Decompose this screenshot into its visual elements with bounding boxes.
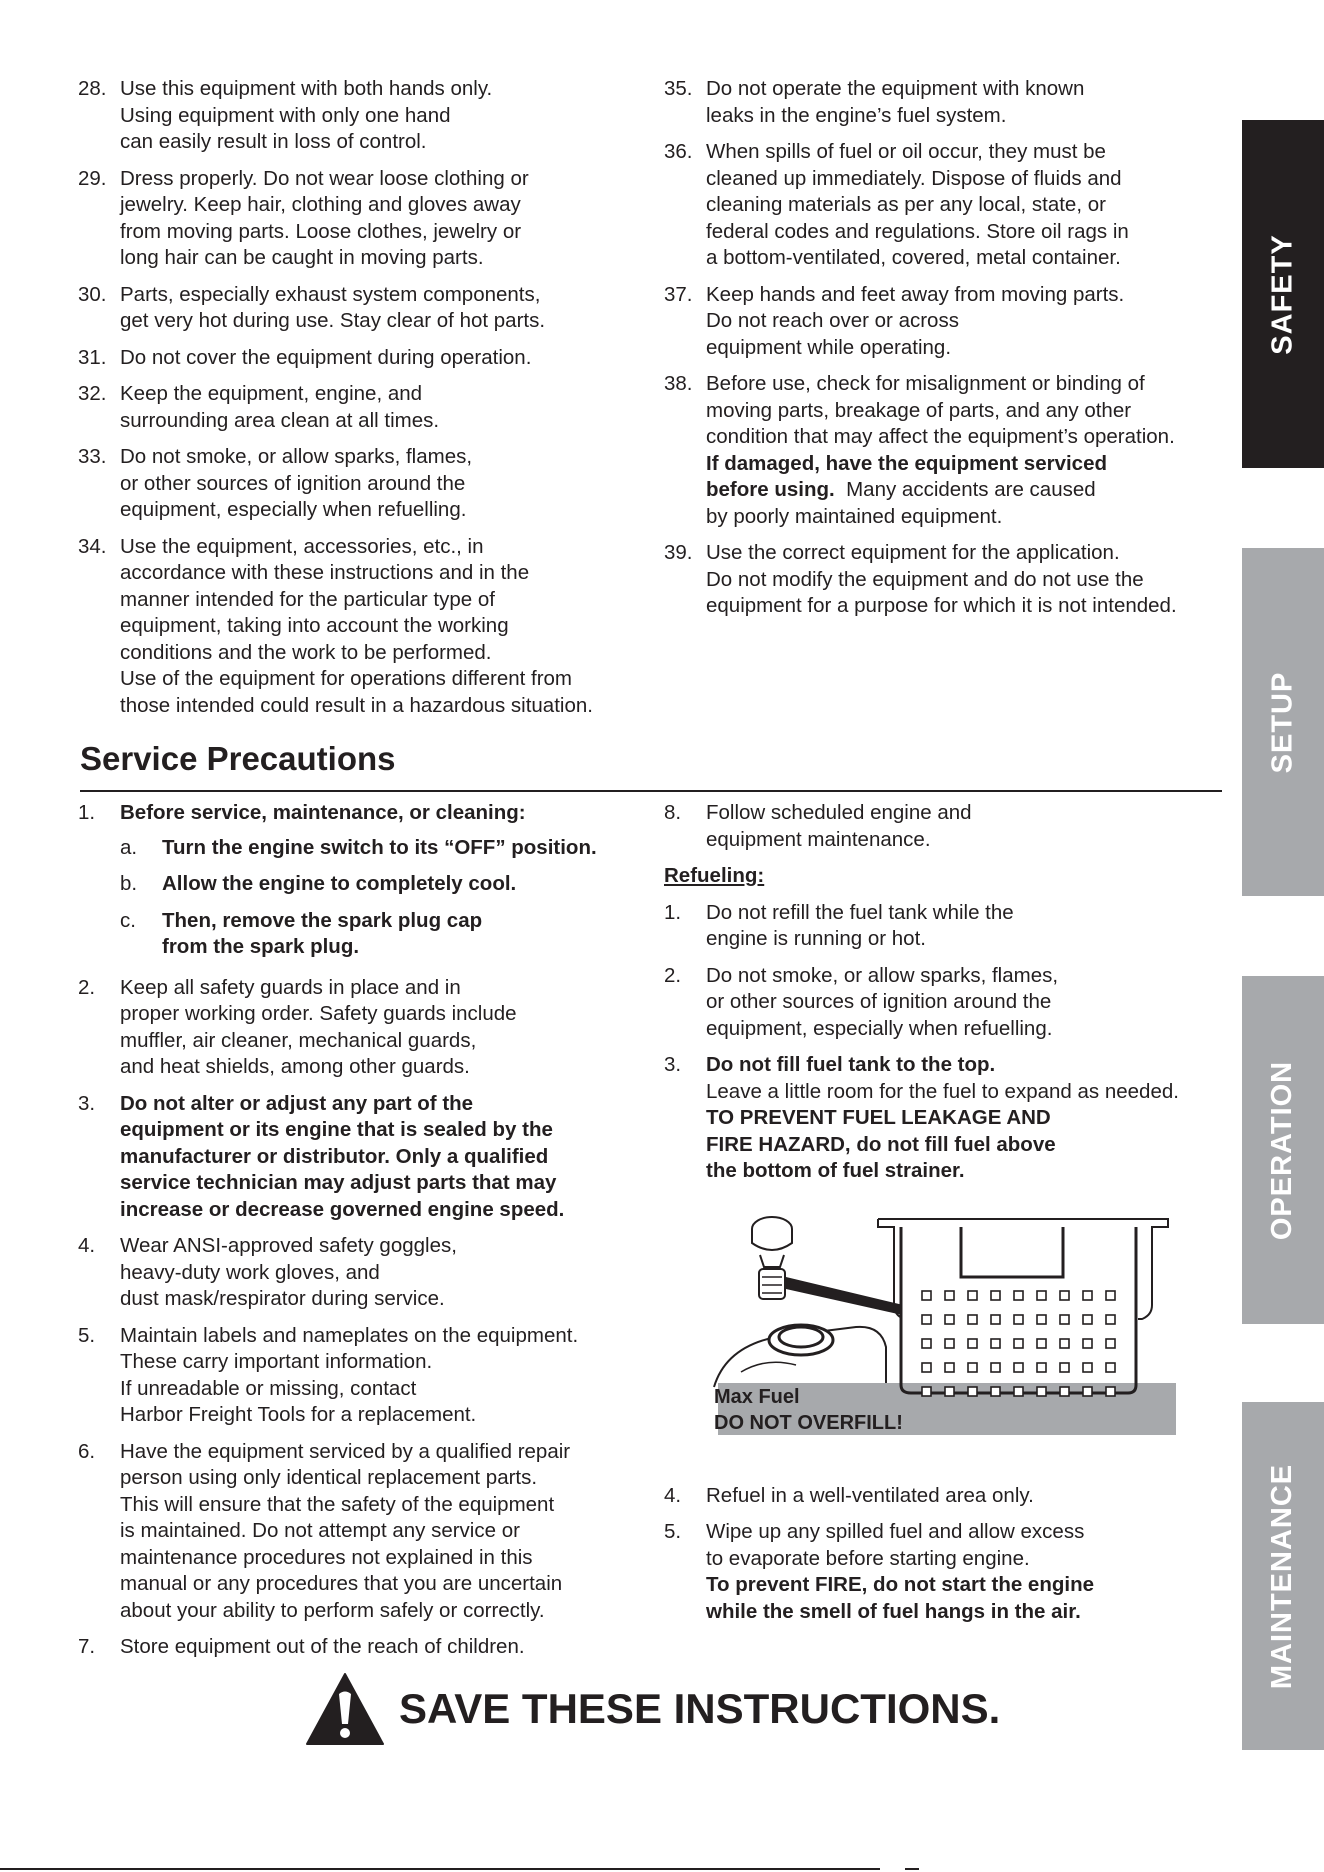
tab-safety-label: SAFETY [1266, 233, 1299, 355]
list-item [78, 76, 648, 156]
list-item [664, 282, 1239, 362]
item-text: Store equipment out of the reach of children. [120, 1635, 525, 1658]
list-item [664, 371, 1239, 530]
item-text: Do not refill the fuel tank while the engine is running or hot. [706, 900, 1014, 950]
service-list-right [664, 800, 1239, 1635]
item-number: 32. [78, 382, 107, 405]
list-item [78, 1439, 648, 1625]
mesh-hole [1014, 1363, 1023, 1372]
item-text: Have the equipment serviced by a qualified repair person using only identical replacement parts. This will ensure that the safety of the equipment is maintained. Do not attempt any service or maintenance procedures not explained in this manual or any procedures that you are uncertain about your ability to perform safely or correctly. [120, 1439, 571, 1622]
bottom-rule [0, 1868, 880, 1870]
item-number: 3. [78, 1091, 96, 1115]
overfill-warning-label: DO NOT OVERFILL! [714, 1411, 903, 1434]
item-text: Do not cover the equipment during operation. [120, 345, 532, 369]
mesh-hole [968, 1291, 977, 1300]
mesh-hole [1060, 1315, 1069, 1324]
item-text: Do not operate the equipment with known leaks in the engine’s fuel system. [706, 77, 1085, 127]
item-text: Do not alter or adjust any part of the equipment or its engine that is sealed by the manufacturer or distributor. Only a qualified service technician may adjust parts that may increase or decrease governed engine speed. [120, 1091, 565, 1221]
mesh-hole [922, 1339, 931, 1348]
mesh-hole [922, 1387, 931, 1396]
item-number: 2. [664, 963, 682, 987]
mesh-hole [922, 1315, 931, 1324]
item-number: 7. [78, 1635, 96, 1658]
item-text: Do not smoke, or allow sparks, flames, or other sources of ignition around the equipment, especially when refuelling. [706, 963, 1059, 1040]
mesh-hole [1014, 1315, 1023, 1324]
item-number: 4. [78, 1234, 96, 1257]
item-text: Refuel in a well-ventilated area only. [706, 1483, 1034, 1507]
list-item [664, 76, 1239, 129]
item-text: Parts, especially exhaust system components, get very hot during use. Stay clear of hot parts. [120, 282, 546, 332]
mesh-hole [968, 1363, 977, 1372]
item-number: 6. [78, 1439, 96, 1463]
service-list-left [78, 800, 648, 1671]
item-text: Use the correct equipment for the application. Do not modify the equipment and do not use the equipment for a purpose for which it is not intended. [706, 541, 1177, 617]
mesh-hole [1060, 1363, 1069, 1372]
sub-item: a. Turn the engine switch to its “OFF” position. [120, 835, 597, 859]
mesh-hole [991, 1387, 1000, 1396]
tab-operation-label: OPERATION [1266, 1060, 1299, 1240]
save-instructions-banner [305, 1670, 1000, 1748]
mesh-hole [1060, 1291, 1069, 1300]
list-item [664, 540, 1239, 620]
item-number: 36. [664, 140, 693, 163]
item-number: 1. [664, 900, 682, 924]
mesh-hole [1060, 1387, 1069, 1396]
item-number: 34. [78, 534, 107, 558]
item-number: 5. [78, 1323, 96, 1347]
safety-list-right [664, 76, 1239, 630]
save-instructions-text: SAVE THESE INSTRUCTIONS. [399, 1685, 1001, 1732]
mesh-hole [1037, 1339, 1046, 1348]
mesh-hole [991, 1339, 1000, 1348]
item-text: Dress properly. Do not wear loose clothing or jewelry. Keep hair, clothing and gloves away from moving parts. Loose clothes, jewelry or long hair can be caught in moving parts. [120, 166, 529, 269]
item-number: 29. [78, 166, 107, 190]
item-text: Follow scheduled engine and equipment maintenance. [706, 801, 972, 851]
mesh-hole [991, 1363, 1000, 1372]
list-item [78, 381, 648, 434]
mesh-hole [1106, 1363, 1115, 1372]
item-number: 39. [664, 541, 693, 564]
mesh-hole [922, 1291, 931, 1300]
list-item [78, 444, 648, 524]
list-item [78, 345, 648, 372]
mesh-hole [1106, 1339, 1115, 1348]
item-number: 33. [78, 445, 107, 468]
sub-item: b. Allow the engine to completely cool. [120, 872, 517, 895]
item-text: Before use, check for misalignment or binding of moving parts, breakage of parts, and any other condition that may affect the equipment’s operation. If damaged, have the equipment serviced before using. Many accidents are caused by poorly maintained equipment. [706, 372, 1175, 528]
mesh-hole [945, 1339, 954, 1348]
mesh-hole [945, 1291, 954, 1300]
list-item [664, 1519, 1239, 1625]
fuel-strainer-figure [706, 1197, 1176, 1465]
sub-item: c. Then, remove the spark plug cap from the spark plug. [120, 908, 483, 958]
tab-operation[interactable] [1242, 976, 1324, 1324]
list-item [78, 975, 648, 1081]
mesh-hole [1014, 1339, 1023, 1348]
list-item [78, 800, 648, 971]
mesh-hole [1037, 1315, 1046, 1324]
item-number: 28. [78, 77, 107, 100]
safety-list-left [78, 76, 648, 729]
item-text: Keep all safety guards in place and in proper working order. Safety guards include muffler, air cleaner, mechanical guards, and heat shields, among other guards. [120, 975, 517, 1078]
item-number: 38. [664, 372, 693, 395]
item-number: 2. [78, 975, 96, 999]
list-item [664, 1052, 1239, 1185]
mesh-hole [968, 1339, 977, 1348]
mesh-hole [1083, 1363, 1092, 1372]
list-item [78, 1091, 648, 1224]
item-number: 5. [664, 1520, 682, 1543]
section-title: Service Precautions [80, 740, 396, 777]
mesh-hole [991, 1315, 1000, 1324]
item-text: Keep the equipment, engine, and surrounding area clean at all times. [120, 382, 440, 432]
item-text: Keep hands and feet away from moving parts. Do not reach over or across equipment while operating. [706, 282, 1125, 359]
item-number: 3. [664, 1053, 682, 1076]
max-fuel-label: Max Fuel [714, 1385, 800, 1408]
mesh-hole [922, 1363, 931, 1372]
item-number: 8. [664, 801, 682, 824]
mesh-hole [1037, 1291, 1046, 1300]
tab-setup-label: SETUP [1266, 671, 1299, 773]
item-number: 37. [664, 282, 693, 306]
list-item [664, 963, 1239, 1043]
mesh-hole [1060, 1339, 1069, 1348]
mesh-hole [991, 1291, 1000, 1300]
list-item [664, 900, 1239, 953]
mesh-hole [1106, 1387, 1115, 1396]
item-text: Wear ANSI-approved safety goggles, heavy-duty work gloves, and dust mask/respirator during service. [120, 1234, 457, 1310]
mesh-hole [1083, 1291, 1092, 1300]
item-text: Maintain labels and nameplates on the equipment. These carry important information. If unreadable or missing, contact Harbor Freight Tools for a replacement. [120, 1323, 579, 1426]
item-number: 31. [78, 345, 107, 369]
mesh-hole [968, 1387, 977, 1396]
item-text: Use the equipment, accessories, etc., in accordance with these instructions and in the manner intended for the particular type of equipment, taking into account the working conditions and the work to be performed. Use of the equipment for operations different from those intended could result in a hazardous situation. [120, 534, 593, 717]
mesh-hole [945, 1315, 954, 1324]
tab-maintenance[interactable] [1242, 1402, 1324, 1750]
refueling-heading: Refueling: [664, 864, 765, 887]
tab-setup[interactable] [1242, 548, 1324, 896]
list-item [664, 800, 1239, 853]
mesh-hole [1106, 1315, 1115, 1324]
mesh-hole [1106, 1291, 1115, 1300]
section-divider [80, 790, 1222, 792]
item-number: 30. [78, 282, 107, 306]
item-text: Before service, maintenance, or cleaning: a. Turn the engine switch to its “OFF” position. b. Allow the engine to completely cool. c. Then, remove the spark plug cap from the spark plug. [120, 800, 648, 971]
item-text: Do not smoke, or allow sparks, flames, or other sources of ignition around the equipment, especially when refuelling. [120, 445, 473, 521]
item-number: 4. [664, 1483, 682, 1507]
list-item [78, 1634, 648, 1661]
list-item [78, 534, 648, 720]
mesh-hole [1014, 1387, 1023, 1396]
list-item [664, 1483, 1239, 1510]
item-text: When spills of fuel or oil occur, they must be cleaned up immediately. Dispose of fluids and cleaning materials as per any local, state, or federal codes and regulations. Store oil rags in a bottom-ventilated, covered, metal container. [706, 140, 1129, 269]
list-item [78, 1233, 648, 1313]
mesh-hole [1083, 1339, 1092, 1348]
mesh-hole [1037, 1363, 1046, 1372]
mesh-hole [968, 1315, 977, 1324]
list-item [78, 166, 648, 272]
item-number: 35. [664, 77, 693, 100]
bottom-mark [905, 1868, 919, 1870]
mesh-hole [1083, 1387, 1092, 1396]
mesh-hole [1037, 1387, 1046, 1396]
mesh-hole [945, 1387, 954, 1396]
tab-safety[interactable] [1242, 120, 1324, 468]
mesh-hole [945, 1363, 954, 1372]
mesh-hole [1014, 1291, 1023, 1300]
warning-triangle-icon [305, 1672, 385, 1746]
list-item [78, 282, 648, 335]
list-item [664, 139, 1239, 272]
tab-maintenance-label: MAINTENANCE [1266, 1463, 1299, 1689]
item-text: Use this equipment with both hands only. Using equipment with only one hand can easily result in loss of control. [120, 77, 493, 153]
mesh-hole [1083, 1315, 1092, 1324]
item-number: 1. [78, 801, 96, 824]
item-text: Do not fill fuel tank to the top. Leave a little room for the fuel to expand as needed. TO PREVENT FUEL LEAKAGE AND FIRE HAZARD, do not fill fuel above the bottom of fuel strainer. [706, 1053, 1179, 1182]
item-text: Wipe up any spilled fuel and allow excess to evaporate before starting engine. To prevent FIRE, do not start the engine while the smell of fuel hangs in the air. [706, 1520, 1094, 1623]
list-item [78, 1323, 648, 1429]
